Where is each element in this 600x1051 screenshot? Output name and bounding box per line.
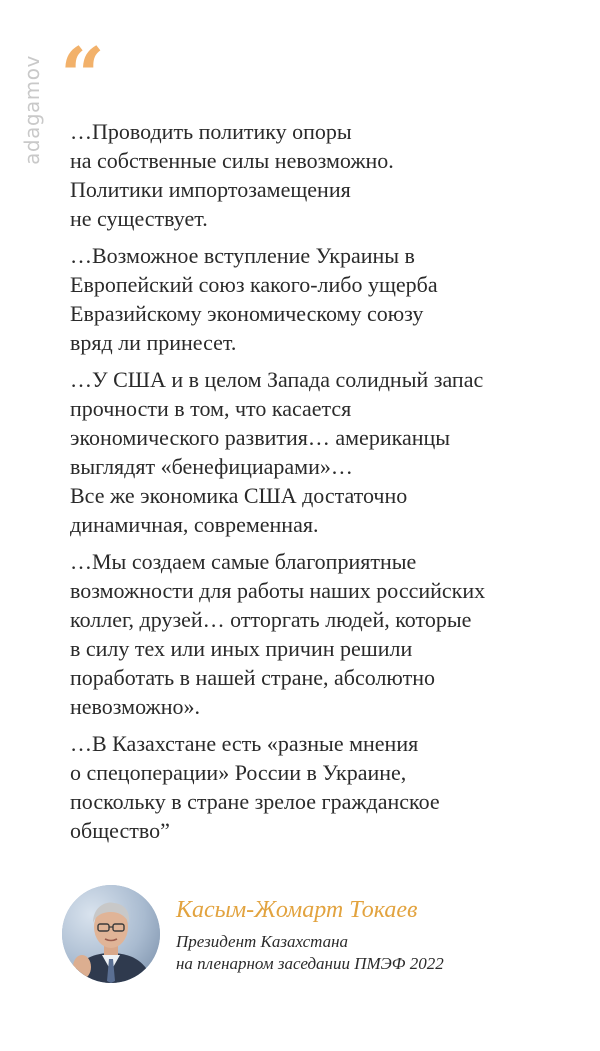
quote-paragraph [70, 729, 570, 845]
quote-line: …Мы создаем самые благоприятные [70, 549, 417, 574]
quote-line: Все же экономика США достаточно [70, 483, 408, 508]
quote-paragraph [70, 241, 570, 357]
quote-line: экономического развития… американцы [70, 425, 451, 450]
watermark-text: adagamov [20, 55, 44, 165]
quote-line: …У США и в целом Запада солидный запас [70, 367, 484, 392]
quote-line: возможности для работы наших российских [70, 578, 486, 603]
author-role-line: на пленарном заседании ПМЭФ 2022 [176, 954, 444, 973]
quote-paragraph [70, 117, 570, 233]
portrait-image [62, 885, 160, 983]
quote-mark-icon: “ [60, 31, 105, 122]
quote-paragraph [70, 547, 570, 721]
quote-line: поскольку в стране зрелое гражданское [70, 789, 440, 814]
quote-body [70, 117, 570, 853]
author-name: Касым-Жомарт Токаев [176, 897, 418, 923]
quote-line: Европейский союз какого-либо ущерба [70, 272, 438, 297]
quote-line: прочности в том, что касается [70, 396, 352, 421]
quote-line: не существует. [70, 206, 208, 231]
quote-line: Политики импортозамещения [70, 177, 351, 202]
author-role-line: Президент Казахстана [176, 932, 349, 951]
quote-line: общество” [70, 818, 170, 843]
watermark [22, 40, 42, 180]
quote-line: …Возможное вступление Украины в [70, 243, 415, 268]
quote-line: выглядят «бенефициарами»… [70, 454, 353, 479]
quote-line: …В Казахстане есть «разные мнения [70, 731, 419, 756]
quote-line: невозможно». [70, 694, 201, 719]
quote-line: коллег, друзей… отторгать людей, которые [70, 607, 472, 632]
quote-paragraph [70, 365, 570, 539]
quote-line: Евразийскому экономическому союзу [70, 301, 424, 326]
quote-line: в силу тех или иных причин решили [70, 636, 413, 661]
quote-line: о спецоперации» России в Украине, [70, 760, 407, 785]
author-role [176, 931, 444, 975]
quote-line: …Проводить политику опоры [70, 119, 352, 144]
quote-line: поработать в нашей стране, абсолютно [70, 665, 435, 690]
quote-line: динамичная, современная. [70, 512, 319, 537]
quote-line: на собственные силы невозможно. [70, 148, 394, 173]
quote-line: вряд ли принесет. [70, 330, 237, 355]
author-block [62, 885, 562, 995]
author-avatar [62, 885, 160, 983]
